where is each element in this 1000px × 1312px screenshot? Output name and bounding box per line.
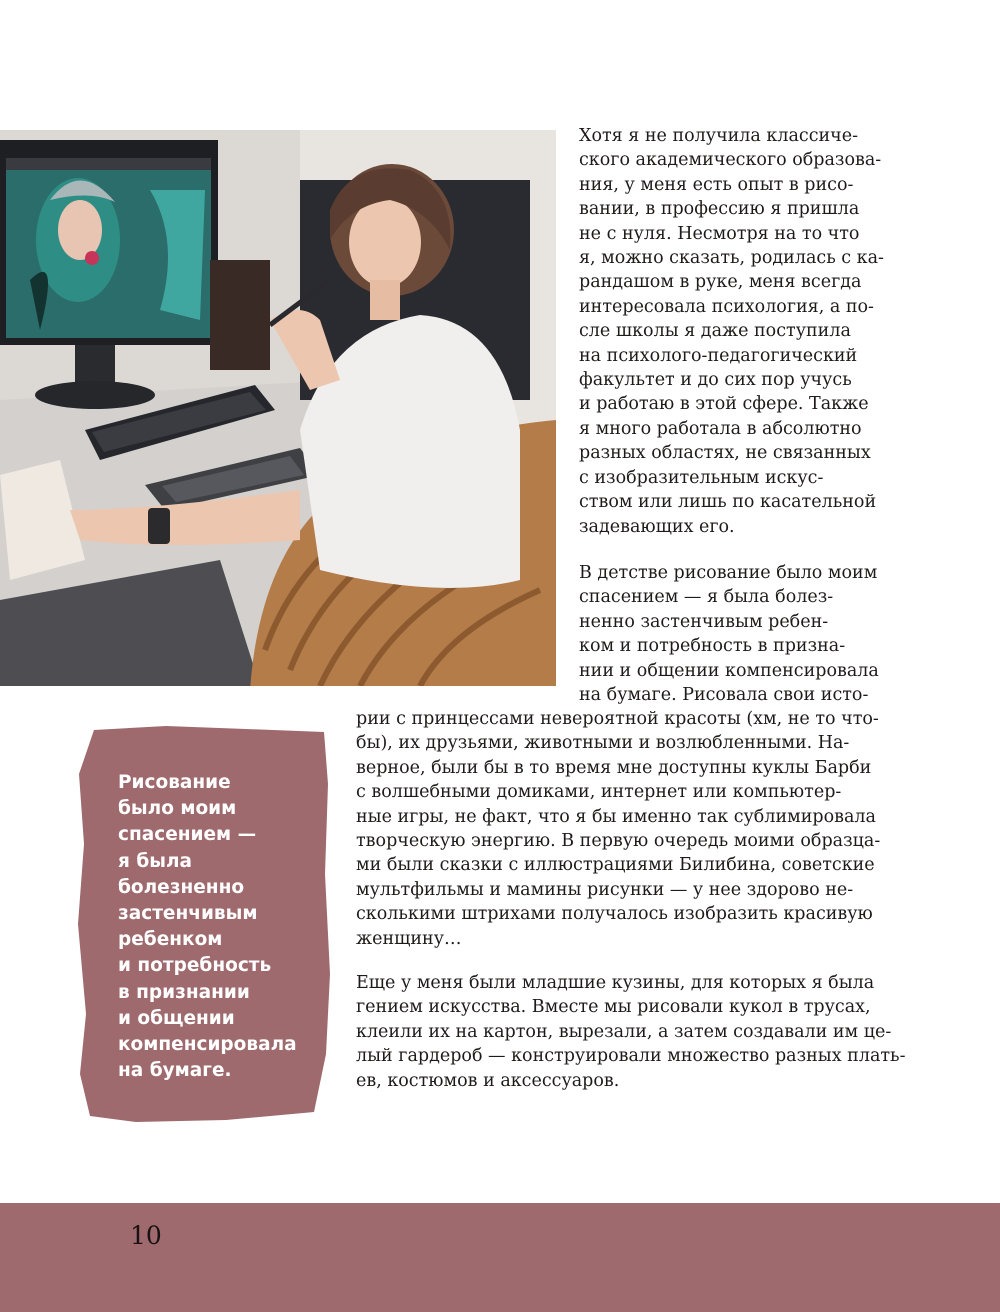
paragraph-childhood-start: [579, 561, 879, 707]
text-line: В детстве рисование было моим: [579, 563, 878, 583]
text-line: факультет и до сих пор учусь: [579, 370, 852, 391]
text-line: на психолого-педагогический: [579, 345, 858, 366]
paragraph-intro: [579, 124, 884, 539]
text-line: ком и потребность в призна-: [579, 636, 846, 657]
text-line: бы), их друзьями, животными и возлюбленными. На-: [356, 733, 850, 754]
quote-line: ребенком: [118, 929, 223, 951]
quote-line: и потребность: [118, 955, 272, 977]
text-line: ством или лишь по касательной: [579, 492, 877, 513]
text-line: ми были сказки с иллюстрациями Билибина, советские: [356, 855, 875, 876]
text-line: мультфильмы и мамины рисунки — у нее здорово не-: [356, 879, 854, 900]
paragraph-cousins: [356, 971, 906, 1093]
pull-quote: [76, 724, 332, 1124]
quote-line: было моим: [118, 798, 237, 820]
artist-photo: [0, 130, 556, 686]
text-line: клеили их на картон, вырезали, а затем создавали им це-: [356, 1021, 892, 1042]
quote-line: я была: [118, 850, 192, 872]
text-line: Хотя я не получила классиче-: [579, 126, 859, 146]
text-line: на бумаге. Рисовала свои исто-: [579, 685, 869, 706]
quote-line: в признании: [118, 981, 250, 1003]
text-line: задевающих его.: [579, 516, 735, 537]
text-line: Еще у меня были младшие кузины, для которых я была: [356, 973, 875, 993]
paragraph-childhood-continued: [356, 707, 880, 951]
quote-line: и общении: [118, 1007, 235, 1029]
text-line: ского академического образова-: [579, 150, 882, 171]
text-line: с изобразительным искус-: [579, 467, 824, 488]
text-line: с волшебными домиками, интернет или компьютер-: [356, 782, 842, 803]
text-line: гением искусства. Вместе мы рисовали кукол в трусах,: [356, 997, 871, 1018]
text-line: интересовала психология, а по-: [579, 296, 874, 317]
text-line: разных областях, не связанных: [579, 443, 871, 464]
text-line: ные игры, не факт, что я бы именно так сублимировала: [356, 806, 876, 827]
text-line: я, можно сказать, родилась с ка-: [579, 248, 884, 269]
photo-of-artist-at-desk-icon: [0, 130, 556, 686]
text-line: ненно застенчивым ребен-: [579, 611, 829, 632]
quote-line: на бумаге.: [118, 1060, 232, 1082]
text-line: и работаю в этой сфере. Также: [579, 394, 869, 415]
quote-line: компенсировала: [118, 1034, 297, 1056]
text-line: ния, у меня есть опыт в рисо-: [579, 174, 854, 195]
text-line: сле школы я даже поступила: [579, 321, 851, 342]
text-line: ев, костюмов и аксессуаров.: [356, 1070, 620, 1091]
text-line: верное, были бы в то время мне доступны куклы Барби: [356, 757, 872, 778]
page-footer: [0, 1203, 1000, 1312]
text-line: вании, в профессию я пришла: [579, 199, 860, 220]
quote-line: Рисование: [118, 772, 231, 793]
text-line: спасением — я была болез-: [579, 587, 834, 608]
text-line: нии и общении компенсировала: [579, 660, 879, 681]
text-line: рии с принцессами невероятной красоты (хм, не то что-: [356, 709, 879, 729]
quote-line: застенчивым: [118, 903, 258, 925]
text-line: творческую энергию. В первую очередь моими образца-: [356, 831, 881, 852]
text-line: лый гардероб — конструировали множество разных плать-: [356, 1046, 906, 1067]
text-line: сколькими штрихами получалось изобразить красивую: [356, 904, 873, 925]
text-line: не с нуля. Несмотря на то что: [579, 223, 860, 244]
pull-quote-text: [118, 770, 297, 1084]
text-line: рандашом в руке, меня всегда: [579, 272, 862, 293]
text-line: женщину…: [356, 928, 462, 949]
quote-line: болезненно: [118, 876, 245, 898]
quote-line: спасением —: [118, 824, 257, 846]
page-number: 10: [130, 1221, 162, 1250]
text-line: я много работала в абсолютно: [579, 418, 862, 439]
